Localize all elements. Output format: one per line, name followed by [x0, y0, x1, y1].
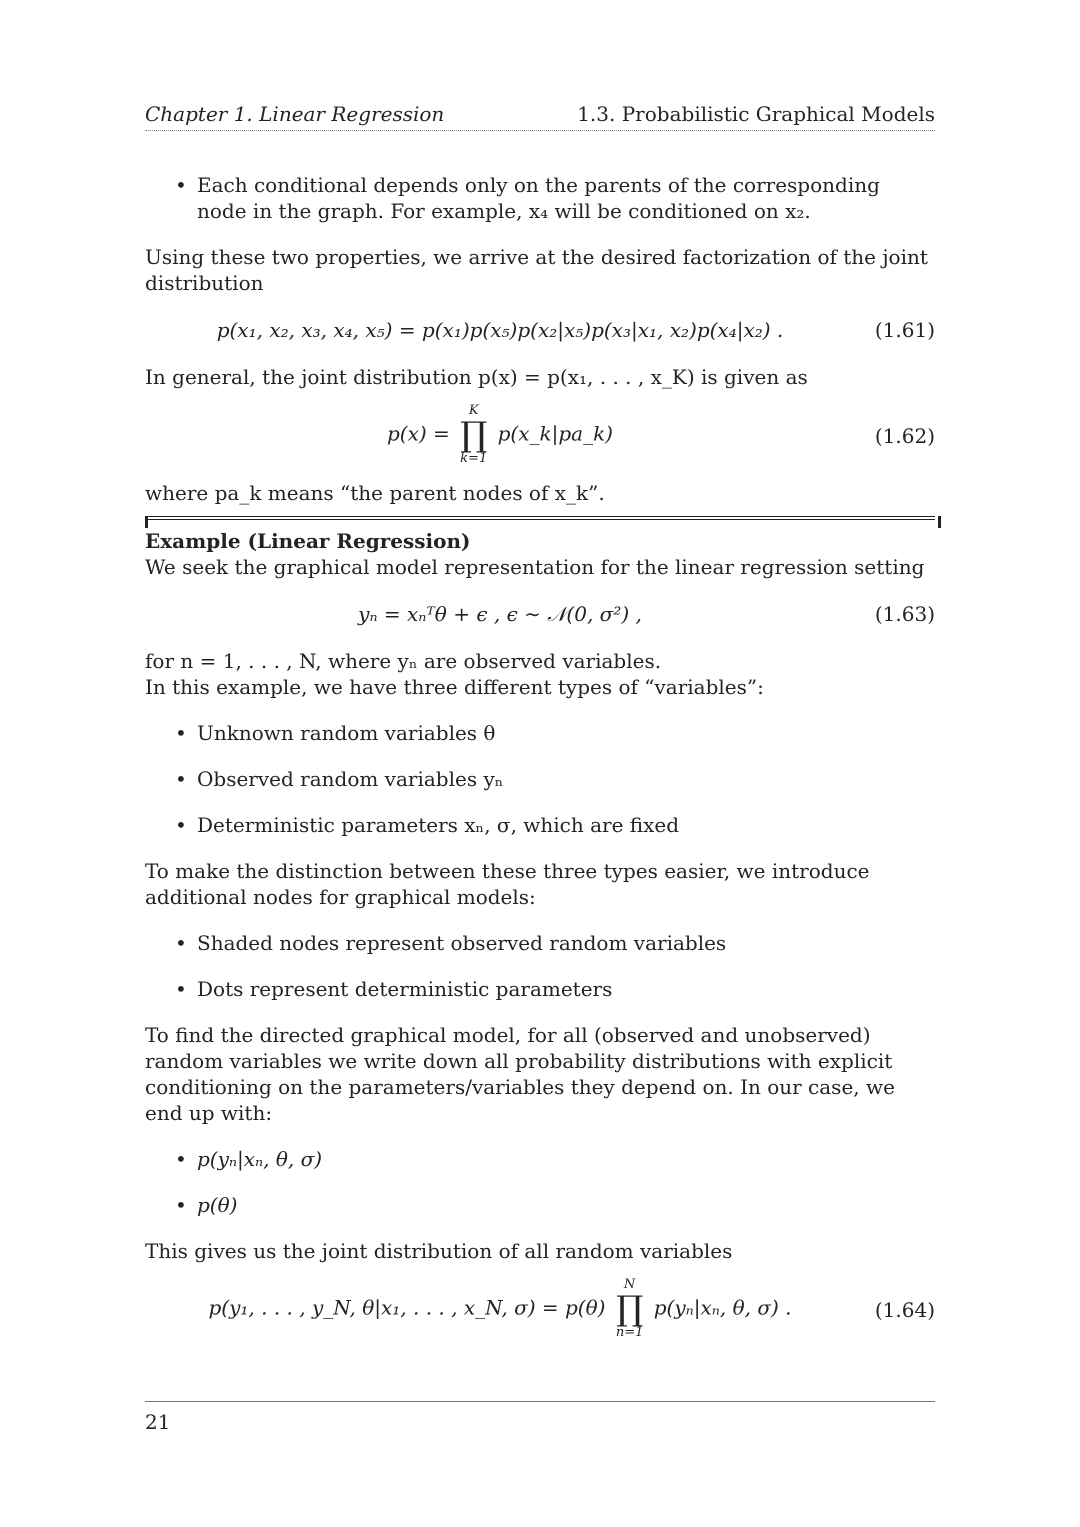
- chapter-title: Chapter 1. Linear Regression: [145, 102, 445, 126]
- bullet-dots: • Dots represent deterministic parameters: [145, 976, 935, 1002]
- equation-rhs: p(yₙ|xₙ, θ, σ) .: [653, 1295, 792, 1320]
- equation-number: (1.63): [874, 602, 935, 626]
- bullet-conditional: • Each conditional depends only on the parents of the corresponding node in the graph. For example, x₄ will be conditioned on x₂.: [145, 172, 935, 224]
- product-lower: k=1: [460, 451, 488, 466]
- bullet-unknown: • Unknown random variables θ: [145, 720, 935, 746]
- page-content: [145, 172, 935, 1342]
- bullet-observed: • Observed random variables yₙ: [145, 766, 935, 792]
- equation-number: (1.62): [874, 424, 935, 448]
- paragraph-three-types: In this example, we have three different types of “variables”:: [145, 675, 764, 699]
- distributions-list: [145, 1146, 935, 1218]
- example-box: [145, 516, 935, 1342]
- section-title: 1.3. Probabilistic Graphical Models: [577, 102, 935, 126]
- paragraph-where-pa: where pa_k means “the parent nodes of x_k”.: [145, 481, 605, 505]
- page-number: 21: [145, 1410, 171, 1434]
- equation-1-64: [145, 1278, 935, 1342]
- equation-number: (1.64): [874, 1298, 935, 1322]
- product-operator: K ∏ k=1: [460, 403, 488, 466]
- equation-lhs: p(y₁, . . . , y_N, θ|x₁, . . . , x_N, σ) = p(θ): [208, 1295, 606, 1320]
- equation-lhs: p(x) =: [387, 421, 450, 446]
- equation-1-62: [145, 404, 935, 468]
- equation-rhs: p(x_k|pa_k): [497, 421, 613, 446]
- paragraph-to-find: To find the directed graphical model, for all (observed and unobserved) random variables we write down all probability distributions with explicit conditioning on the parameters/variables they depend on. In our case, we end up with:: [145, 1023, 895, 1125]
- property-list: [145, 172, 935, 224]
- paragraph-example-intro: We seek the graphical model representation for the linear regression setting: [145, 555, 925, 579]
- product-upper: K: [468, 403, 479, 418]
- paragraph-factorization: Using these two properties, we arrive at the desired factorization of the joint distribution: [145, 245, 928, 295]
- paragraph-general-joint: In general, the joint distribution p(x) = p(x₁, . . . , x_K) is given as: [145, 365, 808, 389]
- equation-number: (1.61): [874, 318, 935, 342]
- node-types-list: [145, 930, 935, 1002]
- variable-types-list: [145, 720, 935, 838]
- paragraph-joint-all: This gives us the joint distribution of all random variables: [145, 1239, 733, 1263]
- paragraph-distinction: To make the distinction between these three types easier, we introduce additional nodes for graphical models:: [145, 859, 870, 909]
- equation-body: yₙ = xₙᵀθ + ϵ , ϵ ∼ 𝒩(0, σ²) ,: [358, 602, 642, 626]
- footer-rule: [145, 1401, 935, 1402]
- bullet-deterministic: • Deterministic parameters xₙ, σ, which are fixed: [145, 812, 935, 838]
- product-operator: N ∏ n=1: [615, 1277, 644, 1340]
- bullet-likelihood: • p(yₙ|xₙ, θ, σ): [145, 1146, 935, 1172]
- equation-body: p(x₁, x₂, x₃, x₄, x₅) = p(x₁)p(x₅)p(x₂|x₅)p(x₃|x₁, x₂)p(x₄|x₂) .: [216, 318, 784, 342]
- example-title: Example (Linear Regression): [145, 529, 471, 553]
- product-lower: n=1: [615, 1325, 644, 1340]
- running-header: [145, 100, 935, 131]
- product-upper: N: [623, 1277, 636, 1292]
- equation-1-61: [145, 317, 935, 343]
- bullet-shaded-nodes: • Shaded nodes represent observed random variables: [145, 930, 935, 956]
- bullet-prior: • p(θ): [145, 1192, 935, 1218]
- paragraph-for-n: for n = 1, . . . , N, where yₙ are observed variables.: [145, 649, 662, 673]
- equation-1-63: [145, 601, 935, 627]
